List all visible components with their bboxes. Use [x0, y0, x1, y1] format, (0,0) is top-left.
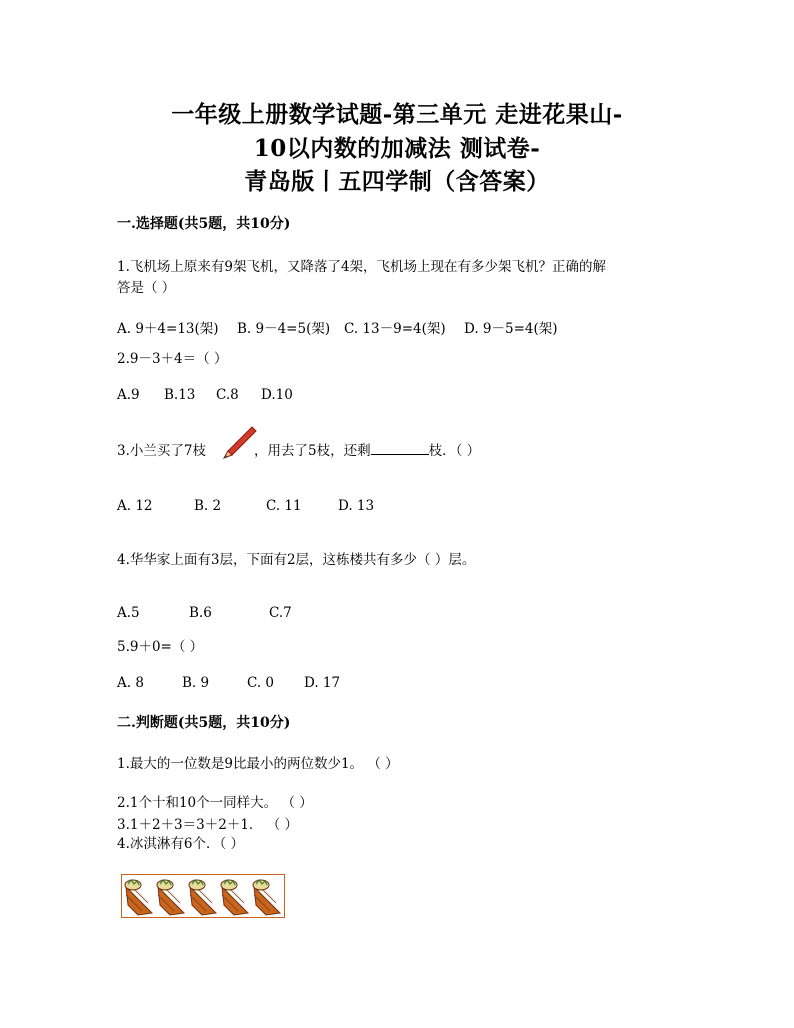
- ice-cream-figure: [121, 874, 285, 918]
- ice-cream-cone-icon: [125, 880, 152, 915]
- question-4-options: [117, 605, 292, 621]
- question-2-text: 2.9－3＋4＝（ ）: [117, 351, 228, 367]
- question-3-part-b: ，用去了5枝，还剩: [253, 443, 371, 459]
- question-5-options: [117, 675, 340, 691]
- option-a[interactable]: A. 8: [117, 675, 144, 691]
- judgment-2-text: 2.1个十和10个一同样大。 （ ）: [117, 795, 313, 811]
- ice-cream-cone-icon: [221, 880, 248, 915]
- option-a[interactable]: A.9: [117, 387, 140, 403]
- question-3-part-a: 3.小兰买了7枝: [117, 443, 206, 459]
- question-5-text: 5.9＋0=（ ）: [117, 639, 204, 655]
- option-c[interactable]: C.7: [269, 605, 292, 621]
- option-a[interactable]: A.5: [117, 605, 140, 621]
- question-3-part-c: 枝．（ ）: [428, 443, 481, 459]
- option-b[interactable]: B.6: [189, 605, 212, 621]
- option-d[interactable]: D.10: [261, 387, 293, 403]
- judgment-1-text: 1.最大的一位数是9比最小的两位数少1。 （ ）: [117, 756, 399, 772]
- question-1-text-cont: 答是（ ）: [117, 280, 176, 296]
- ice-cream-cone-icon: [253, 880, 280, 915]
- title-line-3: 青岛版丨五四学制（含答案）: [244, 168, 550, 195]
- ice-cream-cone-icon: [157, 880, 184, 915]
- question-3-options: [117, 498, 374, 514]
- option-b[interactable]: B. 9: [182, 675, 210, 691]
- ice-cream-cone-icon: [189, 880, 216, 915]
- question-1-options: [117, 317, 558, 337]
- option-d[interactable]: D. 9－5=4(架): [464, 321, 558, 337]
- option-b[interactable]: B. 2: [194, 498, 222, 514]
- option-a[interactable]: A. 9＋4=13(架): [117, 321, 219, 337]
- option-c[interactable]: C.8: [216, 387, 239, 403]
- option-c[interactable]: C. 0: [247, 675, 275, 691]
- section-heading-choice: 一.选择题(共5题，共10分): [117, 216, 291, 232]
- pencil-icon: [222, 424, 258, 460]
- option-a[interactable]: A. 12: [117, 498, 153, 514]
- option-b[interactable]: B. 9－4=5(架): [237, 321, 331, 337]
- answer-blank[interactable]: [371, 440, 429, 455]
- question-2-options: [117, 387, 293, 403]
- option-b[interactable]: B.13: [164, 387, 196, 403]
- option-c[interactable]: C. 13－9=4(架): [344, 321, 446, 337]
- section-heading-judgment: 二.判断题(共5题，共10分): [117, 715, 291, 731]
- judgment-4-text: 4.冰淇淋有6个．（ ）: [117, 836, 245, 852]
- ice-cream-row: [122, 875, 284, 917]
- judgment-3-text: 3.1＋2＋3＝3＋2＋1． （ ）: [117, 817, 298, 833]
- question-1-text: 1.飞机场上原来有9架飞机，又降落了4架，飞机场上现在有多少架飞机？正确的解: [117, 259, 607, 275]
- title-line-2: 10以内数的加减法 测试卷-: [253, 135, 541, 162]
- question-4-text: 4.华华家上面有3层，下面有2层，这栋楼共有多少（ ）层。: [117, 552, 476, 568]
- question-3-text: [117, 440, 480, 462]
- title-line-1: 一年级上册数学试题-第三单元 走进花果山-: [171, 101, 623, 128]
- option-c[interactable]: C. 11: [266, 498, 302, 514]
- option-d[interactable]: D. 13: [338, 498, 375, 514]
- option-d[interactable]: D. 17: [304, 675, 341, 691]
